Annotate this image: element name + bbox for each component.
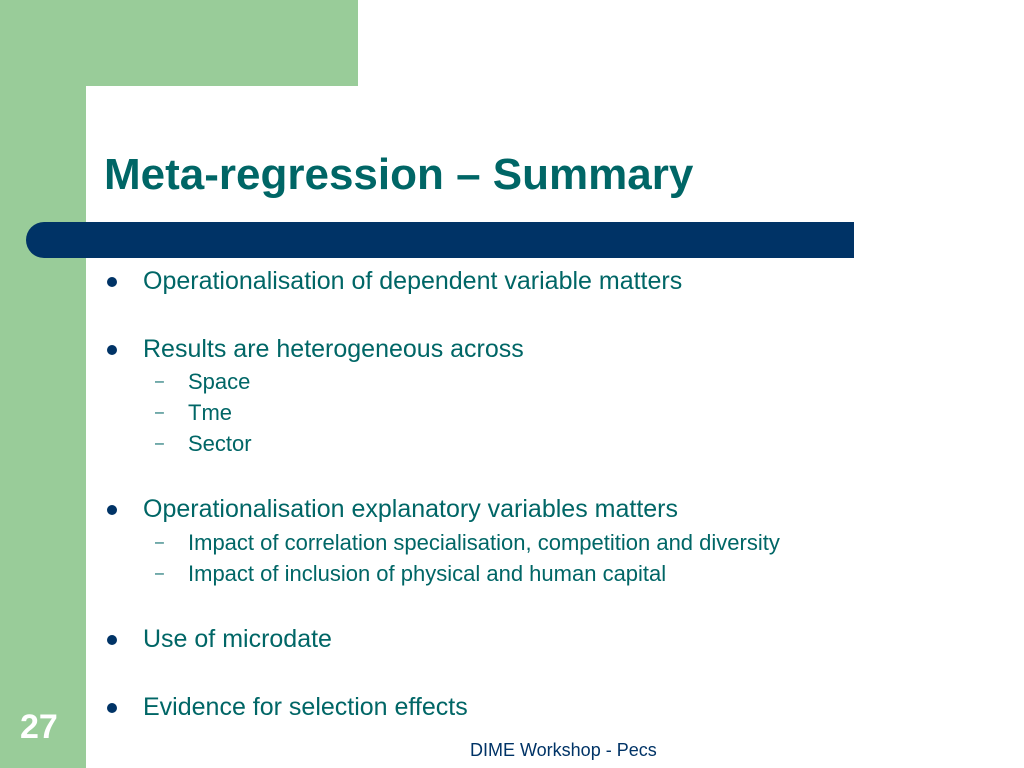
bullet-dot: [107, 345, 117, 355]
sub-bullet-dash: –: [155, 373, 164, 390]
sub-bullet-dash: –: [155, 565, 164, 582]
bullet-item: Use of microdate: [143, 625, 332, 653]
footer-text: DIME Workshop - Pecs: [470, 740, 657, 760]
sub-bullet-dash: –: [155, 534, 164, 551]
sub-bullet-dash: –: [155, 435, 164, 452]
bullet-dot: [107, 703, 117, 713]
bullet-item: Operationalisation of dependent variable matters: [143, 267, 683, 295]
sub-bullet-item: Impact of correlation specialisation, competition and diversity: [188, 530, 780, 555]
sub-bullet-item: Tme: [188, 400, 232, 425]
bullet-item: Evidence for selection effects: [143, 693, 468, 721]
bullet-dot: [107, 505, 117, 515]
slide-title: Meta-regression – Summary: [104, 150, 694, 199]
slide-number: 27: [20, 708, 58, 746]
bullet-item: Results are heterogeneous across: [143, 335, 524, 363]
sub-bullet-item: Sector: [188, 431, 252, 456]
sub-bullet-dash: –: [155, 404, 164, 421]
bullet-dot: [107, 635, 117, 645]
sub-bullet-item: Impact of inclusion of physical and human capital: [188, 561, 667, 586]
bullet-item: Operationalisation explanatory variables matters: [143, 495, 678, 523]
sub-bullet-item: Space: [188, 369, 251, 394]
bullet-dot: [107, 277, 117, 287]
